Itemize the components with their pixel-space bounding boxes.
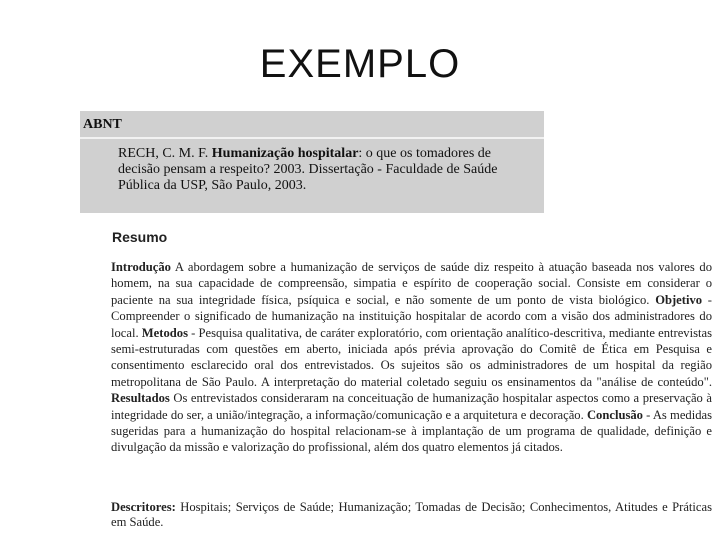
resultados-text: Os entrevistados consideraram na conceituação de humanização hospitalar aspectos como a preservação à integridade do ser, a união/integração, a informação/comunicação e a arquitetura e decoração.: [111, 391, 712, 422]
descritores-text: Hospitais; Serviços de Saúde; Humanização; Tomadas de Decisão; Conhecimentos, Atitudes e Práticas em Saúde.: [111, 500, 712, 529]
abnt-header: [80, 111, 544, 139]
abnt-reference-text: [118, 146, 518, 194]
intro-text: A abordagem sobre a humanização de serviços de saúde diz respeito à atuação baseada nos valores do homem, na sua capacidade de compreensão, simpatia e espírito de cooperação social. Consiste em considerar o paciente na sua integridade física, psíquica e social, e não somente de um ponto de vista biológico.: [111, 260, 712, 307]
metodos-label: Metodos: [141, 325, 188, 340]
resumo-heading: Resumo: [112, 229, 168, 245]
intro-label: Introdução: [111, 260, 171, 274]
abnt-reference-rest: : o que os tomadores de decisão pensam a respeito? 2003. Dissertação - Faculdade de Saúde Pública da USP, São Paulo, 2003.: [118, 146, 498, 193]
conclusao-text: - As medidas sugeridas para a humanização do hospital relacionam-se à implantação de um programa de qualidade, definição e divulgação da missão e valorização do profissional, além dos quatro elementos já citados.: [111, 407, 712, 455]
slide-title: EXEMPLO: [259, 42, 461, 86]
descritores-label: Descritores:: [111, 500, 176, 514]
abnt-label: ABNT: [83, 117, 122, 132]
descritores: [111, 500, 712, 530]
abnt-author: RECH, C. M. F.: [118, 146, 212, 161]
resumo-body: [111, 259, 712, 456]
metodos-text: - Pesquisa qualitativa, de caráter exploratório, com orientação analítico-descritiva, mediante entrevistas semi-estruturadas com questões em aberto, iniciada após prévia aprovação do Comitê de Ética em Pesquisa e consentimento esclarecido oral dos entrevistados. Os sujeitos são os administradores de um hospital da região metropolitana de São Paulo. A interpretação do material coletado seguiu os ensinamentos da "análise de conteúdo".: [111, 325, 712, 389]
resultados-label: Resultados: [111, 391, 170, 406]
abnt-work-title: Humanização hospitalar: [211, 146, 359, 161]
conclusao-label: Conclusão: [586, 407, 643, 422]
objetivo-text: - Compreender o significado de humanização na instituição hospitalar de acordo com a visão dos administradores do local.: [111, 292, 712, 340]
objetivo-label: Objetivo: [655, 292, 703, 307]
abnt-reference-box: [80, 111, 544, 213]
